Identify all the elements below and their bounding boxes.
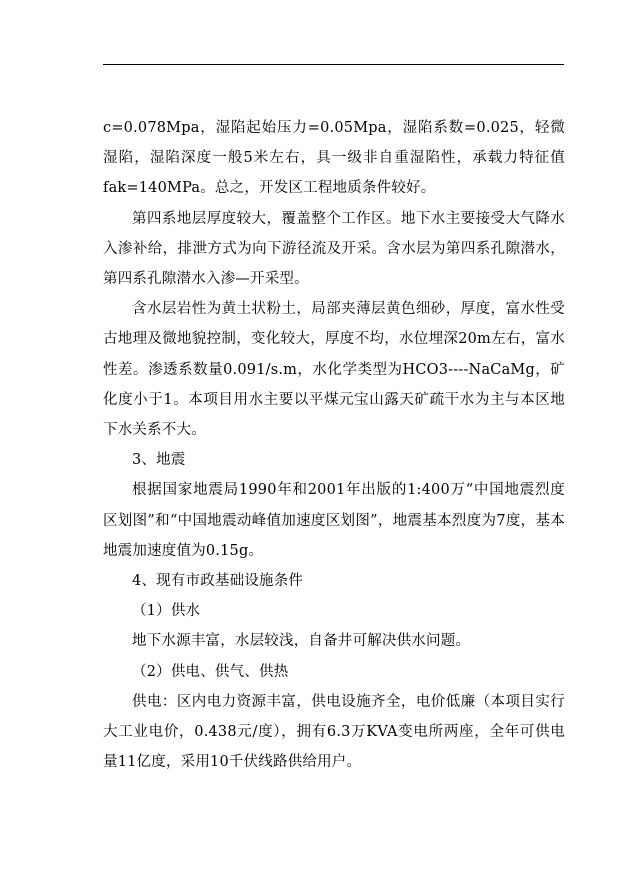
paragraph-water-supply: 地下水源丰富，水层较浅，自备井可解决供水问题。: [132, 633, 471, 650]
paragraph-earthquake: 根据国家地震局1990年和2001年出版的1:400万“中国地震烈度区划图”和“中国地震动峰值加速度区划图”，地震基本烈度为7度，基本地震加速度值为0.15g。: [103, 482, 565, 559]
heading-power-gas-heat: （2）供电、供气、供热: [132, 663, 289, 680]
header-rule: [103, 64, 564, 65]
paragraph-aquifer: 含水层岩性为黄土状粉土，局部夹薄层黄色细砂，厚度，富水性受古地理及微地貌控制，变化较大，厚度不均，水位埋深20m左右，富水性差。渗透系数量0.091/s.m，水化学类型为HCO3----NaCaMg，矿化度小于1。本项目用水主要以平煤元宝山露天矿疏干水为主与本区地下水关系不大。: [103, 301, 565, 439]
document-body: [103, 113, 565, 777]
paragraph-quaternary-strata: 第四系地层厚度较大，覆盖整个工作区。地下水主要接受大气降水入渗补给，排泄方式为向下游径流及开采。含水层为第四系孔隙潜水，第四系孔隙潜水入渗—开采型。: [103, 210, 565, 288]
heading-infrastructure: 4、现有市政基础设施条件: [132, 573, 304, 590]
paragraph-soil-properties: c=0.078Mpa，湿陷起始压力=0.05Mpa，湿陷系数=0.025，轻微湿陷，湿陷深度一般5米左右，具一级非自重湿陷性，承载力特征值fak=140MPa。总之，开发区工程地质条件较好。: [103, 120, 565, 197]
heading-earthquake: 3、地震: [132, 452, 186, 469]
heading-water-supply: （1）供水: [132, 603, 201, 620]
paragraph-power-supply: 供电：区内电力资源丰富，供电设施齐全，电价低廉（本项目实行大工业电价，0.438元/度），拥有6.3万KVA变电所两座，全年可供电量11亿度，采用10千伏线路供给用户。: [103, 693, 565, 771]
